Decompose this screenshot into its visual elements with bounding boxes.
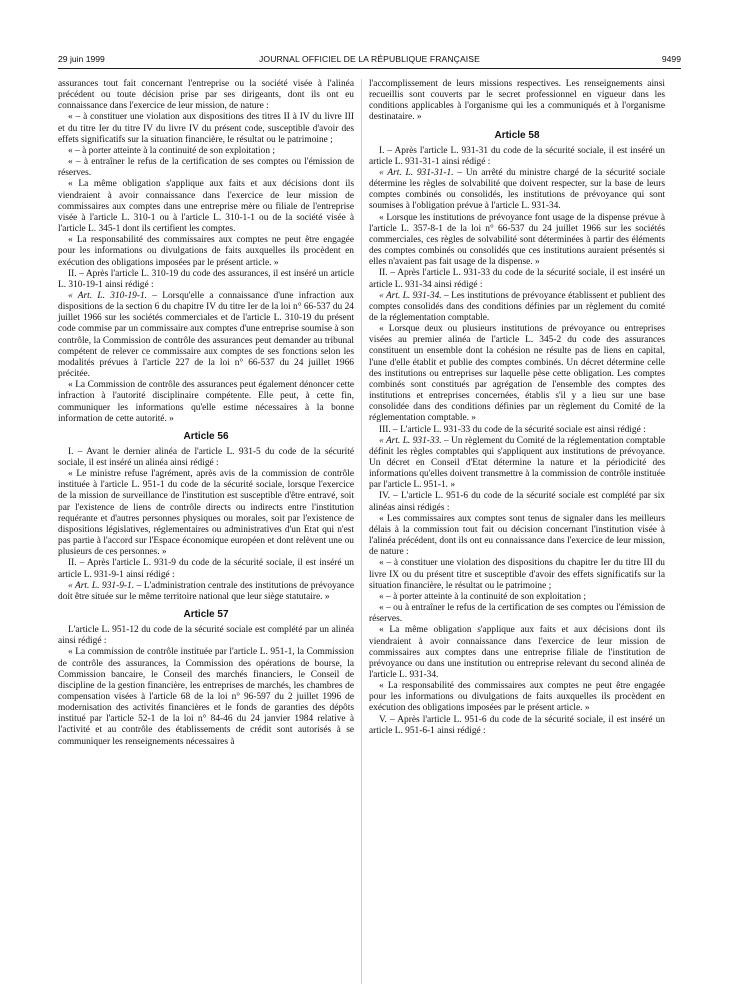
paragraph: « – ou à entraîner le refus de la certification de ses comptes ou l'émission de réserves. xyxy=(369,603,665,625)
article-reference: « Art. L. 931-34. xyxy=(379,290,442,301)
paragraph xyxy=(58,291,354,380)
paragraph: II. – Après l'article L. 931-33 du code de la sécurité sociale, il est inséré un article L. 931-34 ainsi rédigé : xyxy=(369,268,665,290)
article-57-heading: Article 57 xyxy=(183,609,229,621)
paragraph: V. – Après l'article L. 951-6 du code de la sécurité sociale, il est inséré un article L. 951-6-1 ainsi rédigé : xyxy=(369,714,665,736)
paragraph: « – à constituer une violation des dispositions du chapitre Ier du titre III du livre IX ou du présent titre et susceptible d'avoir des effets significatifs sur la situation financière, le résultat ou le patrimoine ; xyxy=(369,558,665,591)
paragraph-text: – Lorsqu'elle a connaissance d'une infraction aux dispositions de la section 6 du chapitre IV du titre Ier de la loi n° 66-537 du 24 juillet 1966 sur les sociétés commerciales et de l'article L. 310-19 du présent code commise par un commissaire aux comptes d'une entreprise soumise à son contrôle, la Commission de contrôle des assurances peut demander au tribunal compétent de relever ce commissaire aux comptes de ses fonctions selon les modalités prévues à l'article 227 de la loi n° 66-537 du 24 juillet 1966 précitée. xyxy=(58,290,354,380)
article-56-heading: Article 56 xyxy=(183,430,229,442)
paragraph: II. – Après l'article L. 931-9 du code de la sécurité sociale, il est inséré un article L. 931-9-1 ainsi rédigé : xyxy=(58,558,354,580)
paragraph: « – à constituer une violation aux dispositions des titres II à IV du livre III et du titre Ier du titre IV du livre IV du présent code, susceptible d'avoir des effets significatifs sur la situation financière, le résultat ou le patrimoine ; xyxy=(58,112,354,145)
paragraph xyxy=(58,581,354,603)
paragraph: I. – Avant le dernier alinéa de l'article L. 931-5 du code de la sécurité sociale, il est inséré un alinéa ainsi rédigé : xyxy=(58,446,354,468)
issue-date: 29 juin 1999 xyxy=(58,54,105,64)
paragraph-text: – L'administration centrale des institutions de prévoyance doit être située sur le même territoire national que leur siège statutaire. » xyxy=(58,580,354,602)
paragraph: « – à porter atteinte à la continuité de son exploitation ; xyxy=(379,591,586,602)
column-divider xyxy=(361,79,362,984)
paragraph: « La même obligation s'applique aux faits et aux décisions dont ils viendraient à avoir connaissance dans l'exercice de leur mission de commissaires aux comptes dans une entreprise mère ou filiale de l'entreprise visée à l'article L. 310-1 ou à l'article L. 310-1-1 ou de la société visée à l'article L. 345-1 dont ils certifient les comptes. xyxy=(58,179,354,235)
paragraph: « La commission de contrôle instituée par l'article L. 951-1, la Commission de contrôle des assurances, la Commission des opérations de bourse, la Commission bancaire, le Conseil des marchés financiers, le Conseil de discipline de la gestion financière, les entreprises de marchés, les chambres de compensation visées à l'article 68 de la loi n° 96-597 du 2 juillet 1996 de modernisation des activités financières et le fonds de garanties des dépôts institué par l'article 52-1 de la loi n° 84-46 du 24 janvier 1984 relative à l'activité et au contrôle des établissements de crédit sont autorisés à se communiquer les renseignements nécessaires à xyxy=(58,647,354,747)
paragraph: II. – Après l'article L. 310-19 du code des assurances, il est inséré un article L. 310-19-1 ainsi rédigé : xyxy=(58,268,354,290)
paragraph-text: – Un arrêté du ministre chargé de la sécurité sociale détermine les règles de solvabilité que doivent respecter, sur la base de leurs comptes combinés ou consolidés, les institutions de prévoyance qui sont soumises à l'obligation prévue à l'article L. 931-34. xyxy=(369,167,665,212)
page-header xyxy=(58,54,681,68)
paragraph: l'accomplissement de leurs missions respectives. Les renseignements ainsi recueillis sont couverts par le secret professionnel en vigueur dans les conditions applicables à l'organisme qui les a communiqués et à l'organisme destinataire. » xyxy=(369,79,665,123)
article-58-heading: Article 58 xyxy=(494,129,540,141)
paragraph xyxy=(369,436,665,492)
paragraph: IV. – L'article L. 951-6 du code de la sécurité sociale est complété par six alinéas ainsi rédigés : xyxy=(369,491,665,513)
paragraph: « – à porter atteinte à la continuité de son exploitation ; xyxy=(68,145,275,156)
article-reference: « Art. L. 931-9-1. xyxy=(68,580,135,591)
paragraph: « Les commissaires aux comptes sont tenus de signaler dans les meilleurs délais à la commission tout fait ou décision concernant l'institution visée à l'alinéa précédent, dont ils ont eu connaissance dans l'exercice de leur mission, de nature : xyxy=(369,513,665,558)
header-rule xyxy=(58,68,681,69)
paragraph: « – à entraîner le refus de la certification de ses comptes ou l'émission de réserves. xyxy=(58,157,354,179)
paragraph: « Le ministre refuse l'agrément, après avis de la commission de contrôle instituée à l'article L. 951-1 du code de la sécurité sociale, lorsque l'exercice de la mission de surveillance de l'institution est susceptible d'être entravé, soit par l'existence de liens de contrôle directs ou indirects entre l'institution requérante et d'autres personnes physiques ou morales, soit par l'existence de dispositions législatives, réglementaires ou administratives d'un Etat qui n'est pas partie à l'accord sur l'Espace économique européen et dont relèvent une ou plusieurs de ces personnes. » xyxy=(58,469,354,558)
left-column xyxy=(58,79,354,748)
paragraph: assurances tout fait concernant l'entreprise ou la société visée à l'alinéa précédent ou toute décision prise par ses dirigeants, dont ils ont eu connaissance dans l'exercice de leur mission, de nature : xyxy=(58,79,354,112)
paragraph: « Lorsque les institutions de prévoyance font usage de la dispense prévue à l'article L. 357-8-1 de la loi n° 66-537 du 24 juillet 1966 sur les sociétés commerciales, ces règles de solvabilité sont déterminées à partir des éléments des comptes combinés ou consolidés que ces institutions auraient présentés si elles n'avaient pas fait usage de la dispense. » xyxy=(369,212,665,268)
paragraph xyxy=(369,291,665,324)
page-number: 9499 xyxy=(661,54,681,64)
journal-title: JOURNAL OFFICIEL DE LA RÉPUBLIQUE FRANÇAISE xyxy=(259,54,480,64)
right-column xyxy=(369,79,665,737)
paragraph-text: – Les institutions de prévoyance établissent et publient des comptes consolidés dans des conditions définies par un règlement du comité de la réglementation comptable. xyxy=(369,290,666,323)
paragraph: « Lorsque deux ou plusieurs institutions de prévoyance ou entreprises visées au premier alinéa de l'article L. 345-2 du code des assurances constituent un ensemble dont la cohésion ne résulte pas de liens en capital, l'une d'elle établit et publie des comptes combinés. Un décret détermine celle des institutions ou entreprises sur laquelle pèse cette obligation. Les comptes combinés sont constitués par agrégation de l'ensemble des comptes des institutions et entreprises concernées, établis s'il y a lieu sur une base consolidée dans des conditions définies par un règlement du Comité de la réglementation comptable. » xyxy=(369,324,665,424)
paragraph-text: – Un règlement du Comité de la réglementation comptable définit les règles comptables qui s'appliquent aux institutions de prévoyance. Un décret en Conseil d'Etat détermine la nature et la périodicité des informations qu'elles doivent transmettre à la commission de contrôle instituée par l'article L. 951-1. » xyxy=(369,435,665,491)
paragraph: I. – Après l'article L. 931-31 du code de la sécurité sociale, il est inséré un article L. 931-31-1 ainsi rédigé : xyxy=(369,145,665,167)
paragraph: « La responsabilité des commissaires aux comptes ne peut être engagée pour les informations ou divulgations de faits auxquelles ils procèdent en exécution des obligations imposées par le présent article. » xyxy=(58,235,354,268)
paragraph: « La même obligation s'applique aux faits et aux décisions dont ils viendraient à avoir connaissance dans l'exercice de leur mission de commissaires aux comptes dans une entreprise filiale de l'institution de prévoyance ou dans une institution ou entreprise relevant du second alinéa de l'article L. 931-34. xyxy=(369,625,665,680)
paragraph: III. – L'article L. 931-33 du code de la sécurité sociale est ainsi rédigé : xyxy=(379,424,646,435)
paragraph: « La Commission de contrôle des assurances peut également dénoncer cette infraction à l'autorité disciplinaire compétente. Elle peut, à cette fin, communiquer les informations qu'elle estime nécessaires à la bonne information de cette autorité. » xyxy=(58,380,354,424)
article-reference: « Art. L. 931-31-1. xyxy=(379,167,454,178)
paragraph xyxy=(369,168,665,213)
article-reference: « Art. L. 310-19-1. xyxy=(68,290,147,301)
paragraph: L'article L. 951-12 du code de la sécurité sociale est complété par un alinéa ainsi rédigé : xyxy=(58,625,354,647)
article-reference: « Art. L. 931-33. xyxy=(379,435,442,446)
paragraph: « La responsabilité des commissaires aux comptes ne peut être engagée pour les informations ou divulgations de faits auxquelles ils procèdent en exécution des obligations imposées par le présent article. » xyxy=(369,681,665,714)
